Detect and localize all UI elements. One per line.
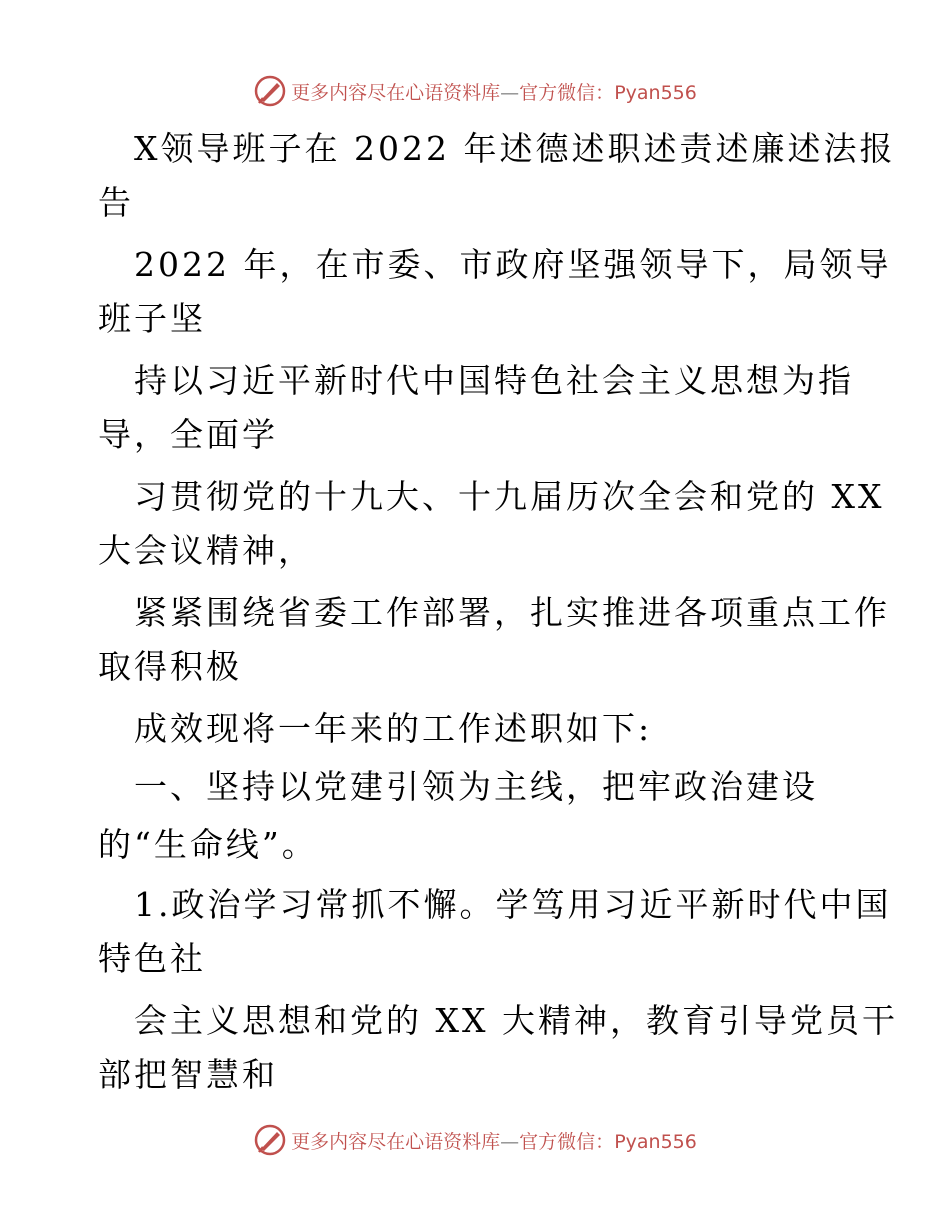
paragraph-line: 特色社 [98, 939, 206, 978]
paragraph-line: 班子坚 [98, 299, 206, 338]
paragraph-line: 2022 年，在市委、市政府坚强领导下，局领导 [134, 245, 892, 284]
paragraph-line: 1.政治学习常抓不懈。学笃用习近平新时代中国 [134, 885, 892, 924]
watermark-dash: — [500, 81, 520, 104]
paragraph-line: 成效现将一年来的工作述职如下: [134, 709, 653, 748]
quill-logo-icon [253, 74, 287, 108]
paragraph-line: 取得积极 [98, 647, 242, 686]
watermark-wechat-label: 官方微信： [519, 1130, 615, 1153]
paragraph-line: 导，全面学 [98, 415, 278, 454]
watermark-text [291, 78, 697, 105]
watermark-dash: — [500, 1130, 520, 1153]
watermark-wechat-account: Pyan556 [614, 81, 697, 104]
quill-logo-icon [253, 1123, 287, 1157]
paragraph-line: 持以习近平新时代中国特色社会主义思想为指 [134, 361, 854, 400]
paragraph-line: 习贯彻党的十九大、十九届历次全会和党的 XX [134, 477, 885, 516]
watermark-text [291, 1127, 697, 1154]
watermark-site-text: 更多内容尽在心语资料库 [291, 1130, 501, 1153]
watermark-wechat-label: 官方微信： [519, 81, 615, 104]
paragraph-line: 紧紧围绕省委工作部署，扎实推进各项重点工作 [134, 593, 890, 632]
section-heading-line: 的“生命线”。 [98, 825, 318, 864]
title-line-1: X领导班子在 2022 年述德述职述责述廉述法报 [134, 129, 896, 168]
watermark-banner-top [0, 71, 950, 111]
watermark-banner-bottom [0, 1120, 950, 1160]
paragraph-line: 大会议精神， [98, 531, 314, 570]
paragraph-line: 会主义思想和党的 XX 大精神，教育引导党员干 [134, 1001, 898, 1040]
section-heading-line: 一、坚持以党建引领为主线，把牢政治建设 [134, 767, 818, 806]
watermark-wechat-account: Pyan556 [614, 1130, 697, 1153]
title-line-2: 告 [98, 183, 134, 222]
watermark-site-text: 更多内容尽在心语资料库 [291, 81, 501, 104]
paragraph-line: 部把智慧和 [98, 1055, 278, 1094]
